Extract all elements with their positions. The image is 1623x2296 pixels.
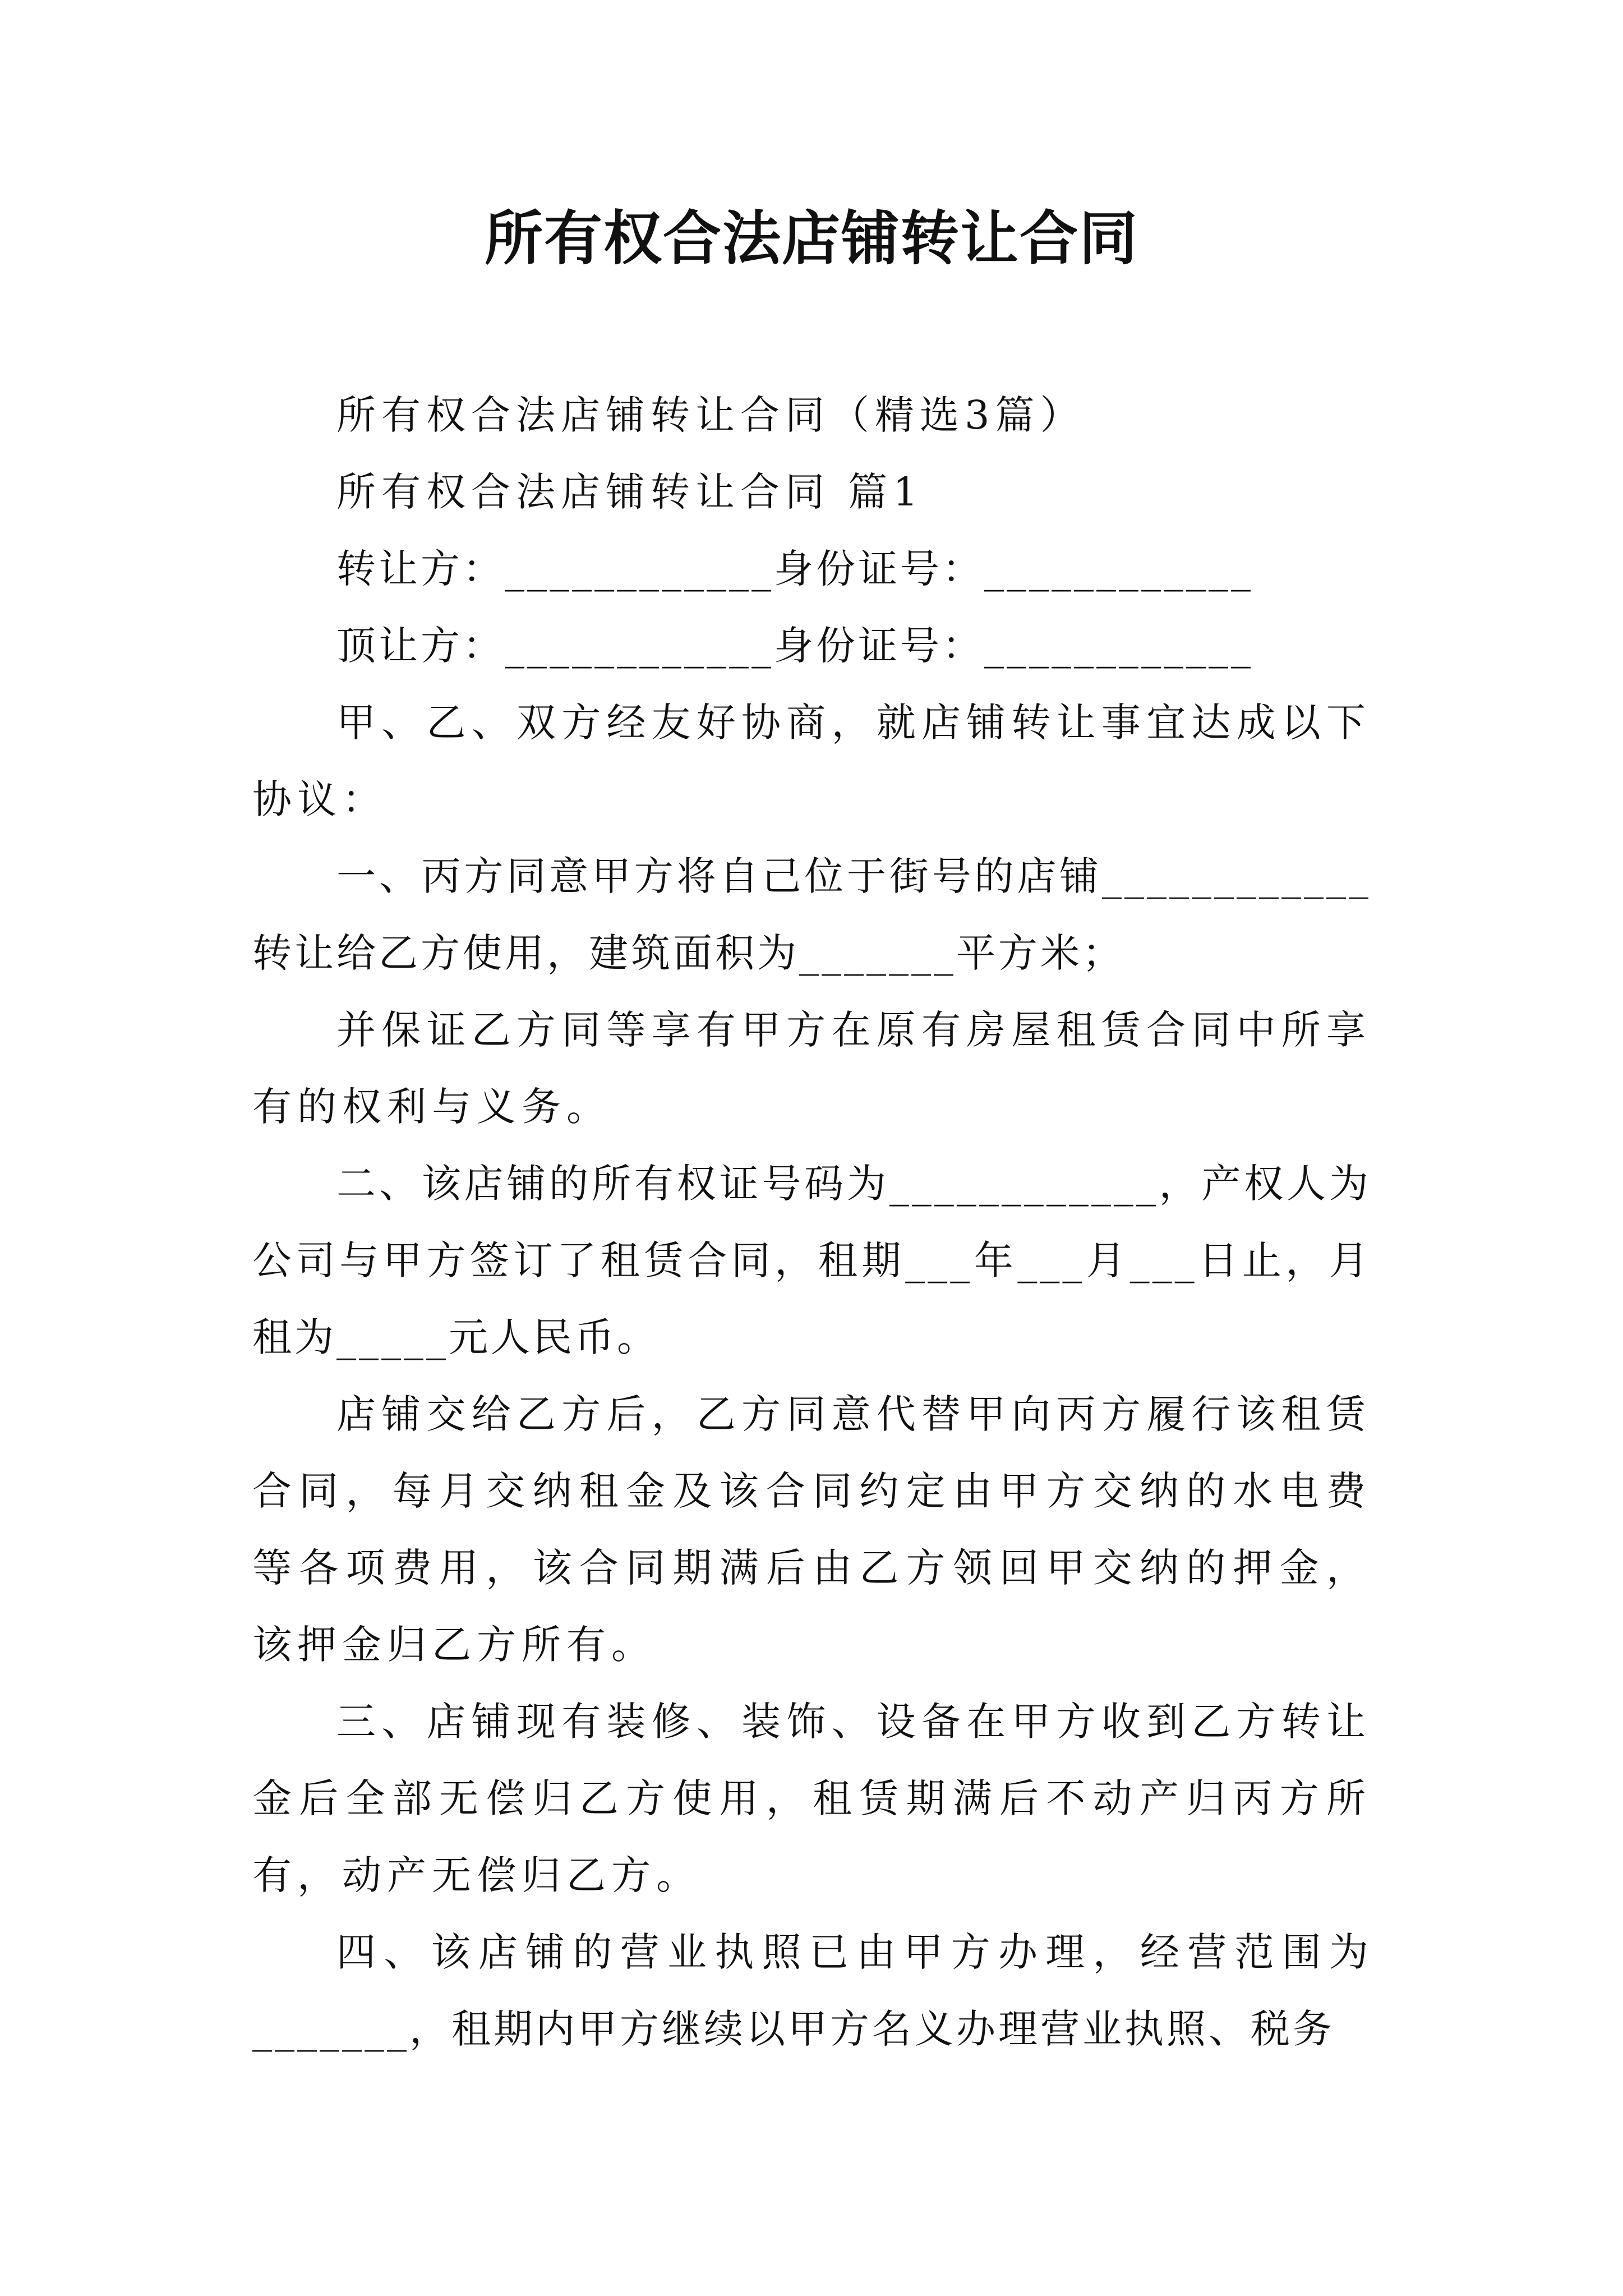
clause-2-continuation-paragraph: 店铺交给乙方后，乙方同意代替甲向丙方履行该租赁合同，每月交纳租金及该合同约定由甲方交纳的水电费等各项费用，该合同期满后由乙方领回甲交纳的押金，该押金归乙方所有。 — [252, 1391, 1371, 1668]
document-title: 所有权合法店铺转让合同 — [484, 204, 1138, 273]
clause-2-paragraph: 二、该店铺的所有权证号码为____________，产权人为公司与甲方签订了租赁合同，租期___年___月___日止，月租为_____元人民币。 — [252, 1161, 1371, 1360]
clause-1-continuation-paragraph: 并保证乙方同等享有甲方在原有房屋租赁合同中所享有的权利与义务。 — [252, 1007, 1371, 1130]
clause-3-paragraph: 三、店铺现有装修、装饰、设备在甲方收到乙方转让金后全部无偿归乙方使用，租赁期满后不动产归丙方所有，动产无偿归乙方。 — [252, 1699, 1371, 1898]
transferee-line: 顶让方：____________身份证号：____________ — [336, 623, 1253, 669]
document-body — [252, 377, 1371, 2068]
clause-4-paragraph: 四、该店铺的营业执照已由甲方办理，经营范围为_______，租期内甲方继续以甲方名义办理营业执照、税务 — [252, 1929, 1371, 2052]
section-heading: 所有权合法店铺转让合同 篇1 — [336, 469, 924, 515]
agreement-intro-paragraph: 甲、乙、双方经友好协商，就店铺转让事宜达成以下协议： — [252, 700, 1371, 822]
clause-1-paragraph: 一、丙方同意甲方将自己位于街号的店铺____________转让给乙方使用，建筑面积为_______平方米； — [252, 853, 1371, 976]
subtitle-paragraph: 所有权合法店铺转让合同（精选3篇） — [336, 392, 1085, 438]
transferor-line: 转让方：____________身份证号：____________ — [336, 546, 1253, 592]
